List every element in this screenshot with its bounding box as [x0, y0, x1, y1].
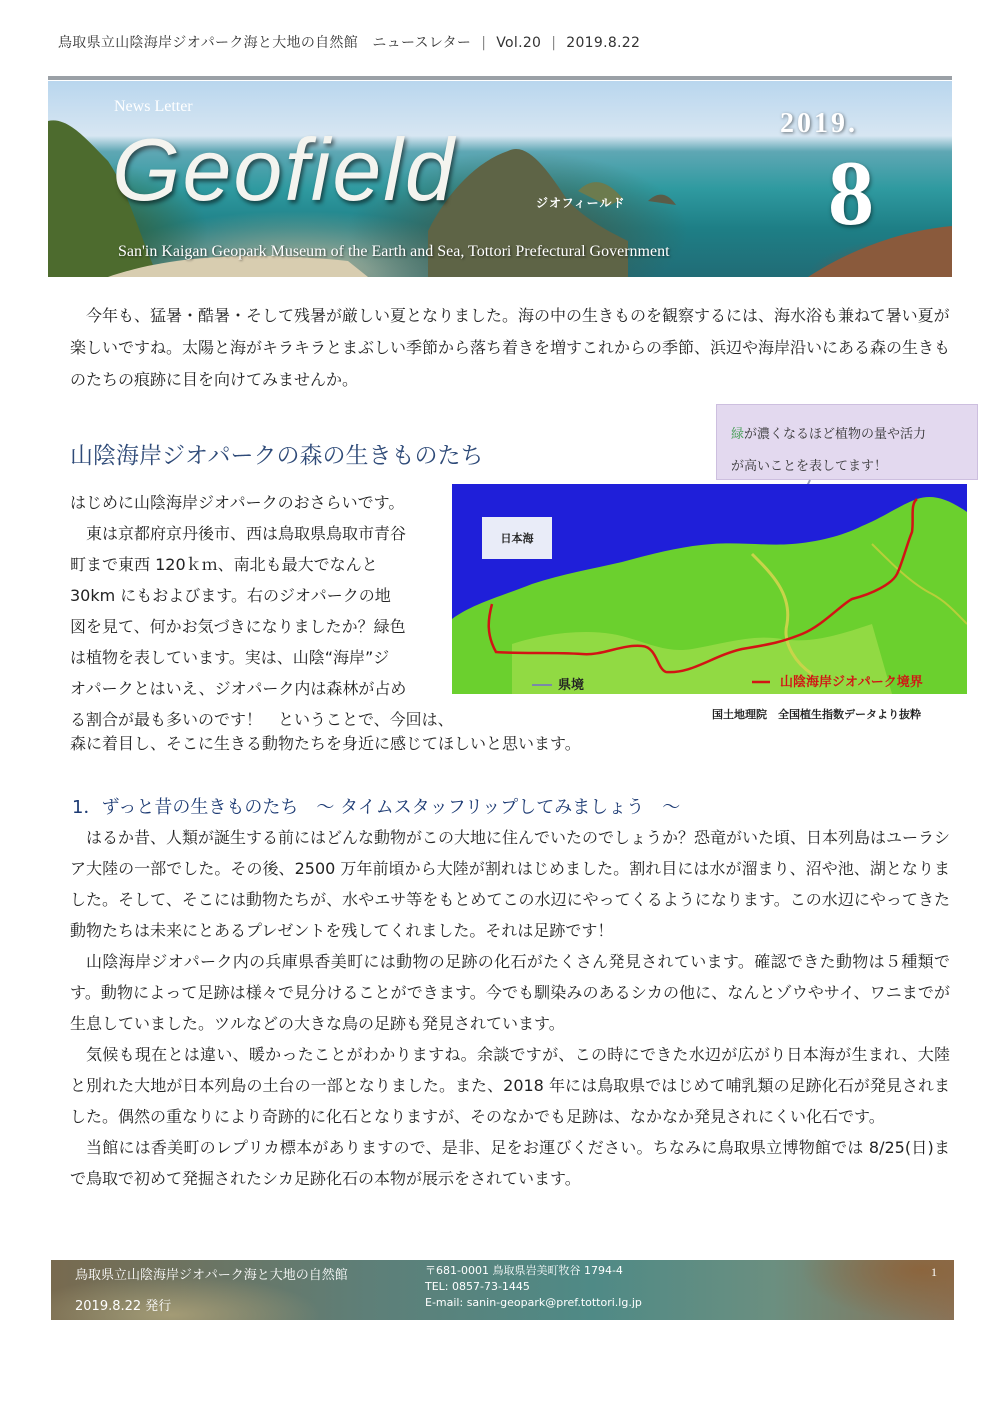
header-type: ニュースレター [372, 35, 472, 51]
callout-green-word: 緑 [731, 427, 745, 442]
footer-org-name: 鳥取県立山陰海岸ジオパーク海と大地の自然館 [75, 1268, 348, 1283]
section1-paragraph [70, 487, 454, 735]
section1-line: 東は京都府京丹後市、西は鳥取県鳥取市青谷 [70, 524, 407, 543]
issue-year: 2019. [780, 108, 858, 139]
news-letter-label: News Letter [114, 98, 193, 115]
map-callout [716, 404, 978, 480]
header-org: 鳥取県立山陰海岸ジオパーク海と大地の自然館 [58, 35, 359, 51]
section2-paragraph: 山陰海岸ジオパーク内の兵庫県香美町には動物の足跡の化石がたくさん発見されています。確認できた動物は５種類です。動物によって足跡は様々で見分けることができます。今でも馴染みのあるシカの他に、なんとゾウやサイ、ワニまでが生息していました。ツルなどの大きな鳥の足跡も発見されています。 [70, 952, 950, 1033]
section1-line: は植物を表しています。実は、山陰“海岸”ジ [70, 648, 390, 667]
section1-line: 30km にもおよびます。右のジオパークの地 [70, 586, 391, 605]
newsletter-title-kana: ジオフィールド [536, 196, 626, 210]
map-caption: 国土地理院 全国植生指数データより抜粋 [712, 708, 921, 721]
section1-line: る割合が最も多いのです！ ということで、今回は、 [70, 710, 454, 729]
section1-line: はじめに山陰海岸ジオパークのおさらいです。 [70, 493, 405, 512]
map-sea-label: 日本海 [482, 517, 552, 559]
banner-rock-2 [648, 195, 676, 205]
issue-month: 8 [828, 142, 874, 244]
section2-paragraph: はるか昔、人類が誕生する前にはどんな動物がこの大地に住んでいたのでしょうか？恐竜がいた頃、日本列島はユーラシア大陸の一部でした。その後、2500 万年前頃から大陸が割れはじめました。割れ目には水が溜まり、沼や池、湖となりました。そして、そこには動物たちが、水やエサ等をもとめてこの水辺にやってくるようになります。この水辺にやってきた動物たちは未来にとあるプレゼントを残してくれました。それは足跡です！ [70, 828, 951, 940]
header-rule [48, 76, 952, 80]
header-sep-2: | [551, 35, 557, 51]
header-vol: Vol.20 [496, 35, 542, 51]
section-heading-forest: 山陰海岸ジオパークの森の生きものたち [70, 443, 484, 469]
footer-address: 〒681-0001 鳥取県岩美町牧谷 1794-4 [425, 1264, 623, 1277]
callout-text-2: が高いことを表してます！ [731, 459, 888, 474]
section2-paragraph: 当館には香美町のレプリカ標本がありますので、是非、足をお運びください。ちなみに鳥取県立博物館では 8/25(日)まで鳥取で初めて発掘されたシカ足跡化石の本物が展示をされています。 [70, 1138, 950, 1188]
newsletter-title: Geofield [112, 120, 456, 219]
footer-banner [51, 1260, 954, 1320]
section2-paragraph: 気候も現在とは違い、暖かったことがわかりますね。余談ですが、この時にできた水辺が広がり日本海が生まれ、大陸と別れた大地が日本列島の土台の一部となりました。また、2018 年には鳥取県ではじめて哺乳類の足跡化石が発見されました。偶然の重なりにより奇跡的に化石となりますが、そのなかでも足跡は、なかなか発見されにくい化石です。 [70, 1045, 950, 1126]
section-heading-ancient: 1．ずっと昔の生きものたち ～ タイムスタッフリップしてみましょう ～ [72, 797, 681, 818]
header-line [58, 32, 640, 52]
header-sep: | [481, 35, 487, 51]
header-date: 2019.8.22 [566, 35, 641, 51]
section1-last-line: 森に着目し、そこに生きる動物たちを身近に感じてほしいと思います。 [70, 734, 581, 753]
callout-text-1: が濃くなるほど植物の量や活力 [744, 427, 927, 442]
map-graphic [452, 484, 967, 694]
legend-geopark-border: 山陰海岸ジオパーク境界 [780, 675, 923, 690]
newsletter-subtitle: San'in Kaigan Geopark Museum of the Earth and Sea, Tottori Prefectural Government [118, 243, 670, 260]
intro-paragraph: 今年も、猛暑・酷暑・そして残暑が厳しい夏となりました。海の中の生きものを観察するには、海水浴も兼ねて暑い夏が楽しいですね。太陽と海がキラキラとまぶしい季節から落ち着きを増すこれからの季節、浜辺や海岸沿いにある森の生きものたちの痕跡に目を向けてみませんか。 [70, 306, 951, 389]
footer-contact [425, 1263, 642, 1311]
page-number: 1 [931, 1265, 937, 1279]
footer-email: E-mail: sanin-geopark@pref.tottori.lg.jp [425, 1296, 642, 1309]
title-banner [48, 81, 952, 277]
legend-pref-border: 県境 [558, 678, 585, 693]
footer-tel: TEL: 0857-73-1445 [425, 1280, 530, 1293]
section2-body [70, 822, 950, 1194]
geopark-map [452, 484, 967, 694]
section1-line: オパークとはいえ、ジオパーク内は森林が占め [70, 679, 407, 698]
footer-issue-date: 2019.8.22 発行 [75, 1299, 172, 1314]
section1-line: 図を見て、何かお気づきになりましたか？緑色 [70, 617, 406, 636]
section1-line: 町まで東西 120ｋｍ、南北も最大でなんと [70, 555, 378, 574]
